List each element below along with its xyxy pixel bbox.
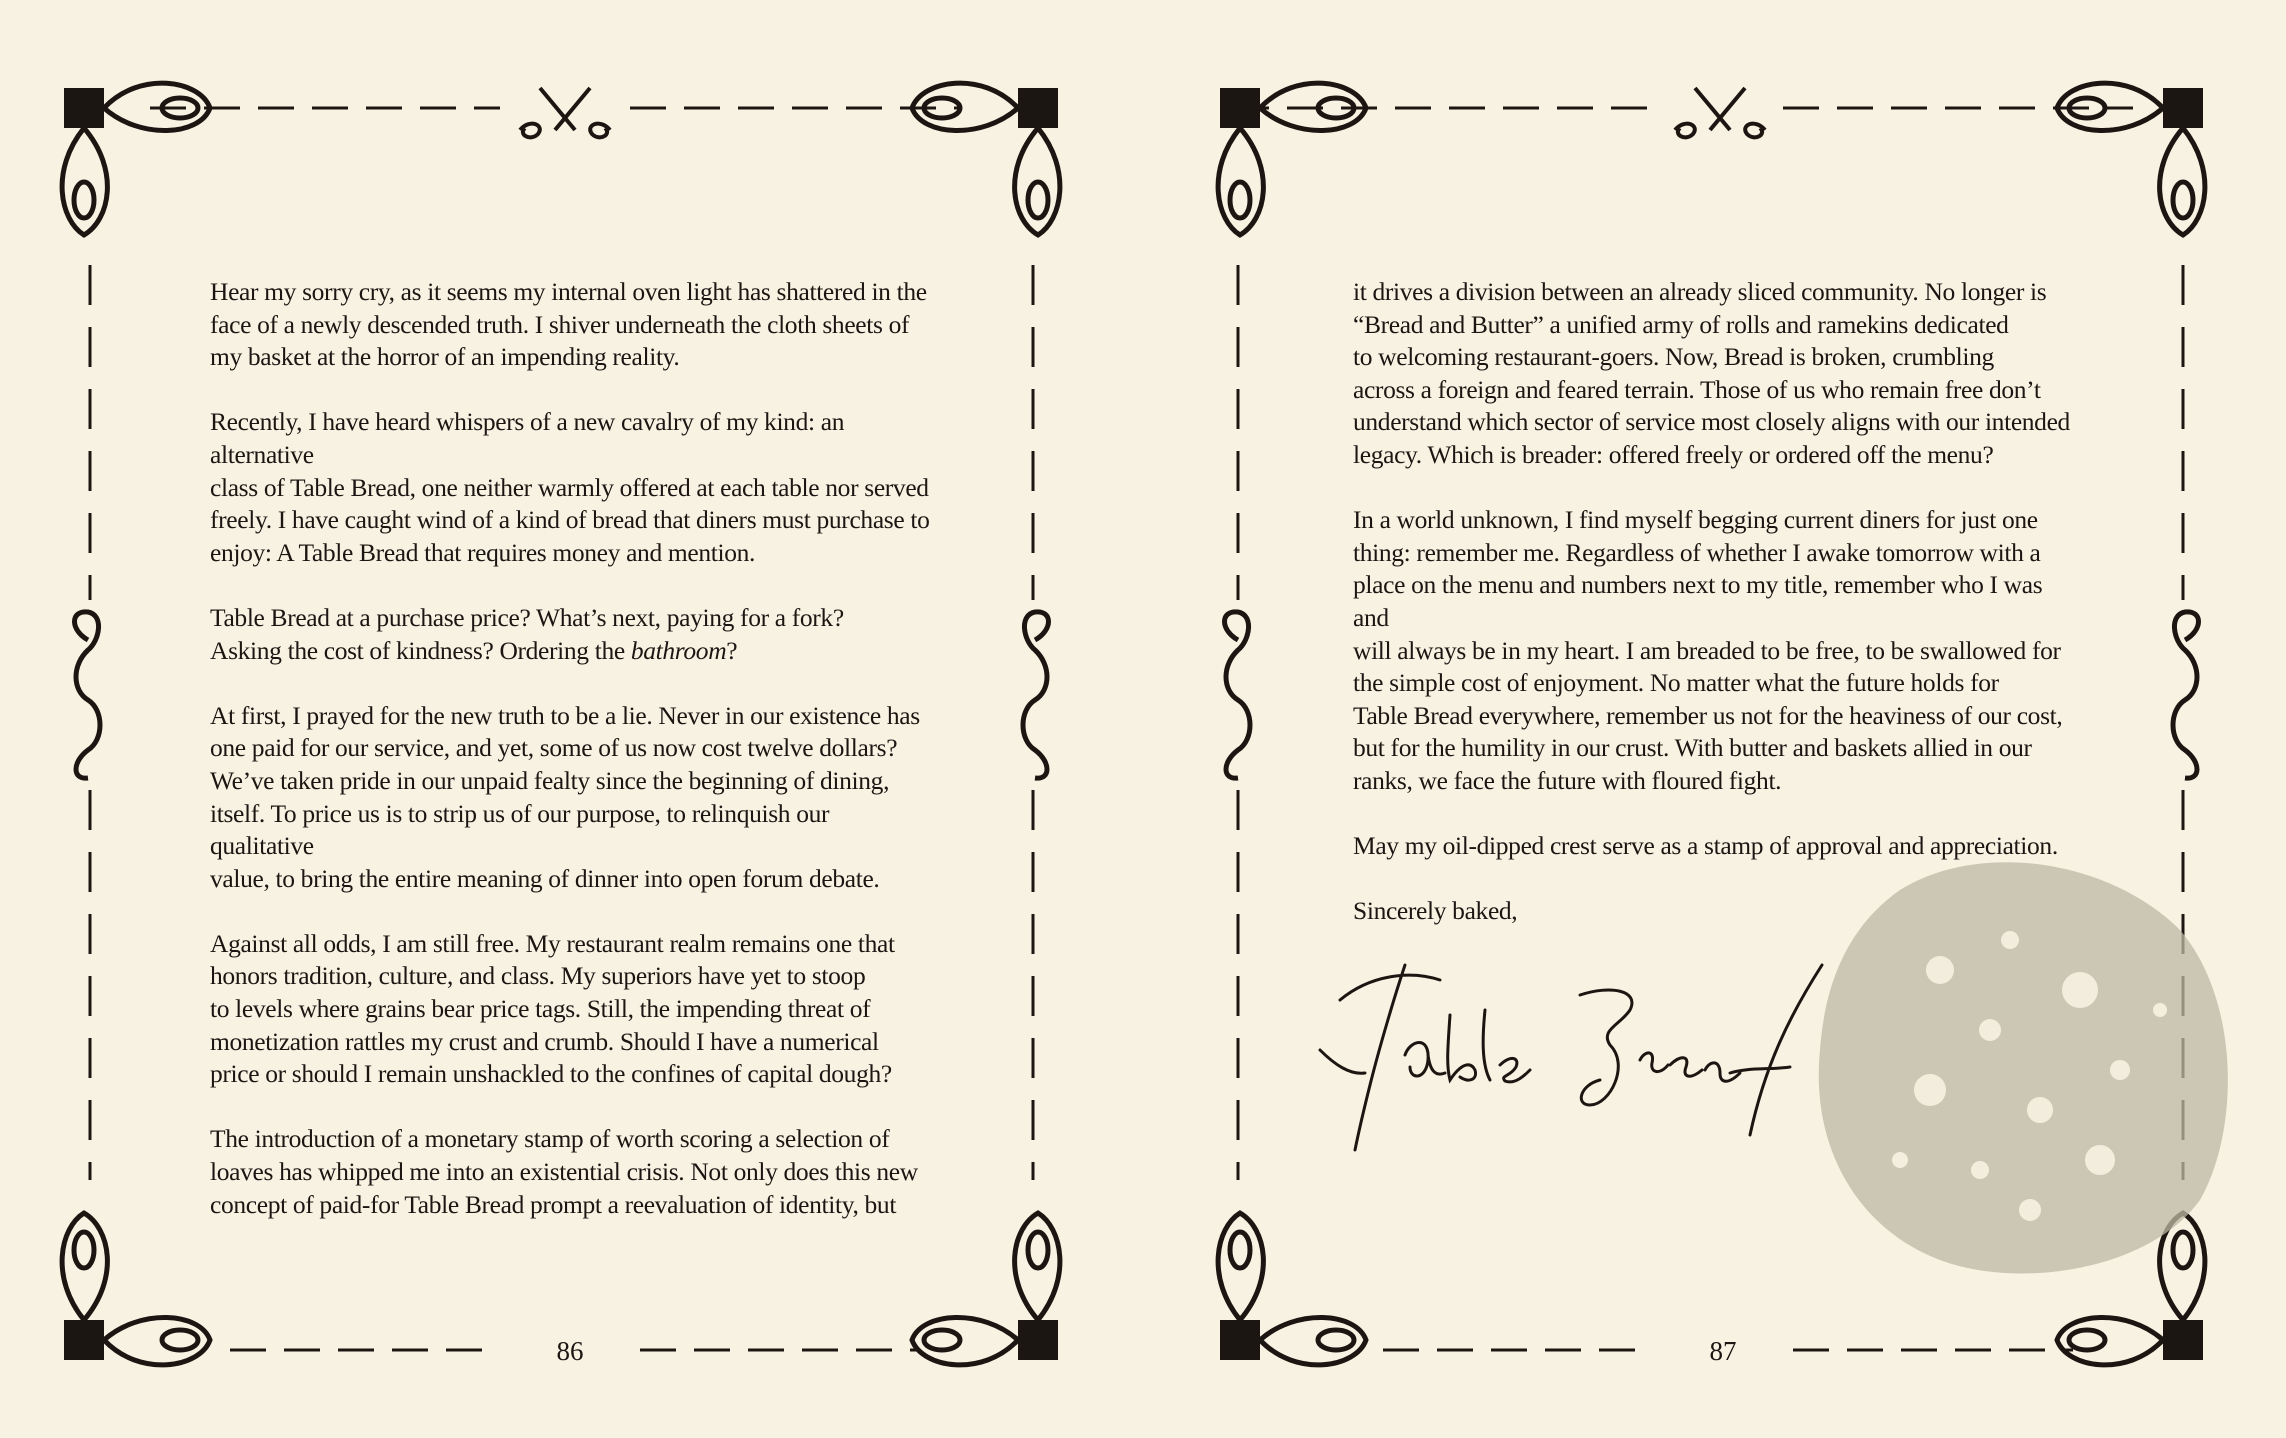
paragraph: it drives a division between an already sliced community. No longer is “Bread and Butter” a unified army of rolls and ramekins dedicated to welcoming restaurant-goers. Now, Bread is broken, crumbling across a foreign and feared terrain. Those of us who remain free don’t understand which sector of service most closely aligns with our intended legacy. Which is breader: offered freely or ordered off the menu? xyxy=(1353,277,2070,469)
paragraph: May my oil-dipped crest serve as a stamp of approval and appreciation. xyxy=(1353,831,2058,861)
page-number: 86 xyxy=(556,1336,584,1366)
paragraph: The introduction of a monetary stamp of worth scoring a selection of loaves has whipped me into an existential crisis. Not only does this new concept of paid-for Table Bread prompt a reevaluation of identity, but xyxy=(210,1124,918,1219)
paragraph: Against all odds, I am still free. My restaurant realm remains one that honors tradition, culture, and class. My superiors have yet to stoop to levels where grains bear price tags. Still, the impending threat of monetization rattles my crust and crumb. Should I have a numerical price or should I remain unshackled to the confines of capital dough? xyxy=(210,928,895,1089)
paragraph: Hear my sorry cry, as it seems my internal oven light has shattered in the face of a newly descended truth. I shiver underneath the cloth sheets of my basket at the horror of an impending reality. xyxy=(210,277,927,372)
paragraph: In a world unknown, I find myself begging current diners for just one thing: remember me. Regardless of whether I awake tomorrow with a place on the menu and numbers next to my title, remember who I was and will always be in my heart. I am breaded to be free, to be swallowed for the simple cost of enjoyment. No matter what the future holds for Table Bread everywhere, remember us not for the heaviness of our cost, but for the humility in our crust. With butter and baskets allied in our ranks, we face the future with floured fight. xyxy=(1353,505,2063,795)
paragraph: Recently, I have heard whispers of a new cavalry of my kind: an alternative class of Table Bread, one neither warmly offered at each table nor served freely. I have caught wind of a kind of bread that diners must purchase to enjoy: A Table Bread that requires money and mention. xyxy=(210,407,930,567)
paragraph-text: Table Bread at a purchase price? What’s next, paying for a fork? Asking the cost of kindness? Ordering the xyxy=(210,602,844,665)
paragraph: At first, I prayed for the new truth to be a lie. Never in our existence has one paid for our service, and yet, some of us now cost twelve dollars? We’ve taken pride in our unpaid fealty since the beginning of dining, itself. To price us is to strip us of our purpose, to relinquish our qualitative value, to bring the entire meaning of dinner into open forum debate. xyxy=(210,700,920,893)
letter-body-left xyxy=(210,276,930,1254)
page-number: 87 xyxy=(1709,1336,1737,1366)
cutlery-ornament xyxy=(520,88,610,137)
signature-table-bread xyxy=(1310,955,1830,1175)
paragraph xyxy=(210,602,930,667)
cutlery-ornament xyxy=(1675,88,1765,137)
paragraph-text: ? xyxy=(726,635,738,665)
oil-stamp-image xyxy=(1780,830,2250,1300)
emphasized-word: bathroom xyxy=(630,635,727,665)
closing-line: Sincerely baked, xyxy=(1353,896,1518,926)
